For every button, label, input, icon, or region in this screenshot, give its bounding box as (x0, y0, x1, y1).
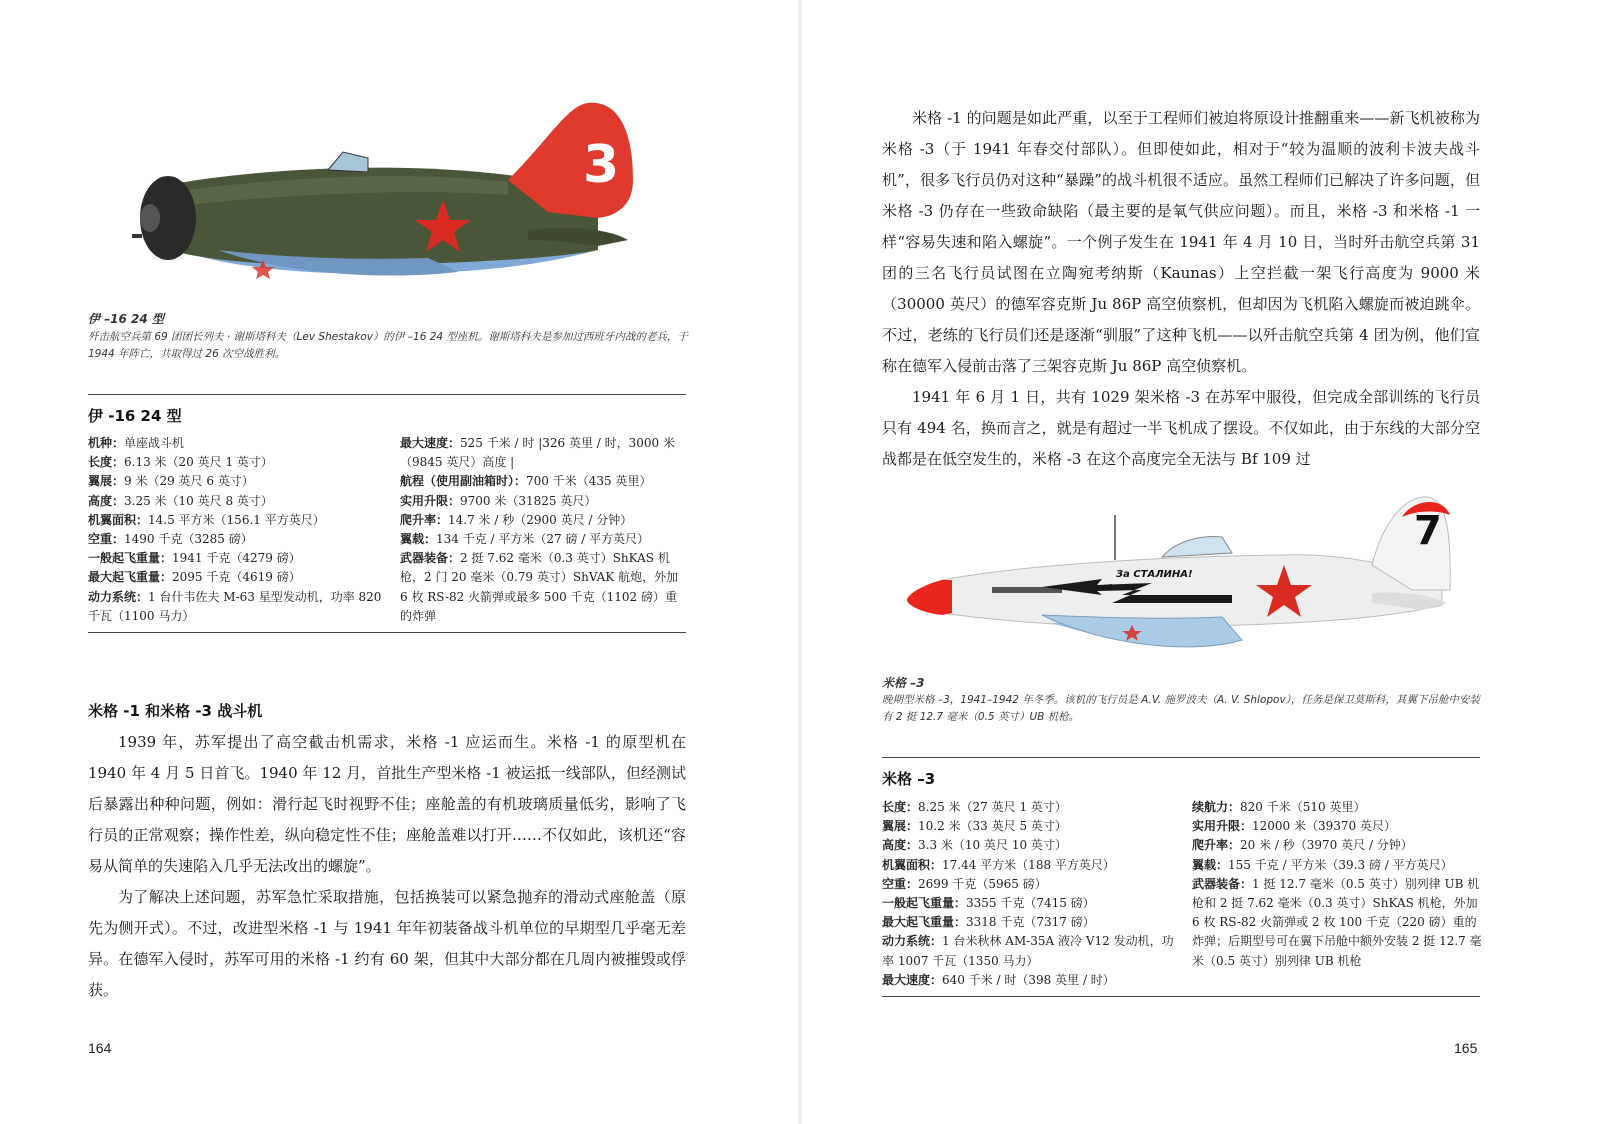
spec-bottom-rule (882, 996, 1480, 997)
spec-value: 700 千米（435 英里） (526, 474, 652, 489)
spec-row (400, 472, 688, 491)
spec-row (400, 434, 688, 472)
spec-label: 最大速度： (882, 972, 943, 987)
spec-label: 翼展： (88, 474, 125, 489)
paragraph: 1941 年 6 月 1 日，共有 1029 架米格 -3 在苏军中服役，但完成全部训练的飞行员只有 494 名，换而言之，就是有超过一半飞机成了摆设。不仅如此，由于东线的大部分空战都是在低空发生的，米格 -3 在这个高度完全无法与 Bf 109 过 (882, 388, 1480, 468)
spec-value: 单座战斗机 (124, 436, 185, 450)
spec-label: 机翼面积： (882, 857, 943, 872)
spec-row (88, 472, 388, 491)
spec-value: 3318 千克（7317 磅） (966, 915, 1095, 930)
spec-value: 1 挺 12.7 毫米（0.5 英寸）别列律 UB 机枪和 2 挺 7.62 毫米（0.3 英寸）ShKAS 机枪，外加 6 枚 RS-82 火箭弹或 2 枚 100 千克（220 磅）重的炸弹；后期型号可在翼下吊舱中额外安装 2 挺 12.7 毫米（0.5 英寸）别列律 UB 机枪 (1192, 876, 1482, 968)
i16-specs-right (400, 434, 688, 626)
spec-label: 机种： (88, 436, 125, 450)
spec-row (88, 530, 388, 549)
spec-label: 最大起飞重量： (88, 570, 173, 585)
mig3-specs-left (882, 798, 1178, 990)
spec-label: 续航力： (1192, 800, 1241, 814)
spec-value: 1 台米秋林 AM-35A 液冷 V12 发动机，功率 1007 千瓦（1350 马力） (882, 934, 1174, 968)
spec-row (88, 434, 388, 453)
spec-row (882, 817, 1178, 836)
spec-row (88, 568, 388, 587)
spec-row (1192, 836, 1482, 855)
spec-value: 3.25 米（10 英尺 8 英寸） (124, 493, 273, 508)
i16-spec-title: 伊 -16 24 型 (88, 407, 182, 425)
left-body-text (88, 727, 686, 1006)
spec-row (882, 875, 1178, 894)
mig3-fuselage-slogan: За СТАЛИНА! (1116, 569, 1193, 580)
spec-label: 动力系统： (88, 589, 149, 604)
spec-value: 525 千米 / 时 |326 英里 / 时，3000 米（9845 英尺）高度 | (400, 436, 676, 470)
spec-row (88, 492, 388, 511)
paragraph: 1939 年，苏军提出了高空截击机需求，米格 -1 应运而生。米格 -1 的原型机在 1940 年 4 月 5 日首飞。1940 年 12 月，首批生产型米格 -1 被运抵一线部队，但经测试后暴露出种种问题，例如：滑行起飞时视野不佳；座舱盖的有机玻璃质量低劣，影响了飞行员的正常观察；操作性差，纵向稳定性不佳；座舱盖难以打开……不仅如此，该机还“容易从简单的失速陷入几乎无法改出的螺旋”。 (88, 733, 686, 875)
spec-value: 3355 千克（7415 磅） (966, 896, 1095, 911)
spec-row (400, 492, 688, 511)
spec-value: 134 千克 / 平方米（27 磅 / 平方英尺） (436, 532, 650, 547)
i16-caption-title: 伊 –16 24 型 (88, 312, 164, 326)
spec-value: 155 千克 / 平方米（39.3 磅 / 平方英尺） (1228, 857, 1453, 872)
mig3-tail-number: 7 (1414, 508, 1442, 554)
right-body-text (882, 103, 1480, 475)
spec-row (882, 971, 1178, 990)
spec-value: 1 台什韦佐夫 M-63 星型发动机，功率 820 千瓦（1100 马力） (88, 589, 382, 623)
spec-value: 2 挺 7.62 毫米（0.3 英寸）ShKAS 机枪，2 门 20 毫米（0.79 英寸）ShVAK 航炮，外加 6 枚 RS-82 火箭弹或最多 500 千克（1102 磅）重的炸弹 (400, 551, 679, 623)
spec-value: 14.5 平方米（156.1 平方英尺） (148, 512, 325, 527)
spec-row (88, 511, 388, 530)
spec-row (88, 588, 388, 626)
spec-value: 2095 千克（4619 磅） (172, 570, 301, 585)
spec-label: 长度： (882, 800, 919, 814)
paragraph: 米格 -1 的问题是如此严重，以至于工程师们被迫将原设计推翻重来——新飞机被称为米格 -3（于 1941 年春交付部队）。但即使如此，相对于“较为温顺的波利卡波夫战斗机”，很多飞行员仍对这种“暴躁”的战斗机很不适应。虽然工程师们已解决了许多问题，但米格 -3 仍存在一些致命缺陷（最主要的是氧气供应问题）。而且，米格 -3 和米格 -1 一样“容易失速和陷入螺旋”。一个例子发生在 1941 年 4 月 10 日，当时歼击航空兵第 31 团的三名飞行员试图在立陶宛考纳斯（Kaunas）上空拦截一架飞行高度为 9000 米（30000 英尺）的德军容克斯 Ju 86P 高空侦察机，但却因为飞机陷入螺旋而被迫跳伞。不过，老练的飞行员们还是逐渐“驯服”了这种飞机——以歼击航空兵第 4 团为例，他们宣称在德军入侵前击落了三架容克斯 Ju 86P 高空侦察机。 (882, 109, 1480, 375)
spec-value: 9700 米（31825 英尺） (460, 493, 597, 508)
spec-label: 一般起飞重量： (88, 551, 173, 566)
spec-value: 1490 千克（3285 磅） (124, 532, 253, 547)
spec-top-rule (882, 757, 1480, 758)
spec-row (882, 932, 1178, 970)
spec-value: 820 千米（510 英里） (1240, 800, 1366, 814)
spec-label: 高度： (88, 493, 125, 508)
spec-label: 空重： (88, 532, 125, 547)
spec-label: 航程（使用副油箱时）： (400, 474, 527, 489)
right-page (800, 0, 1600, 1124)
spec-row (1192, 798, 1482, 817)
spec-label: 翼展： (882, 819, 919, 834)
spec-label: 机翼面积： (88, 512, 149, 527)
spec-value: 1941 千克（4279 磅） (172, 551, 301, 566)
spec-label: 翼载： (1192, 857, 1229, 872)
spec-row (882, 856, 1178, 875)
spec-value: 3.3 米（10 英尺 10 英寸） (918, 838, 1067, 853)
page-number: 165 (1454, 1040, 1478, 1056)
spec-value: 6.13 米（20 英尺 1 英寸） (124, 455, 273, 470)
spec-row (882, 798, 1178, 817)
spec-value: 20 米 / 秒（3970 英尺 / 分钟） (1240, 838, 1413, 853)
mig3-aircraft-illustration (902, 495, 1462, 670)
spec-value: 2699 千克（5965 磅） (918, 876, 1047, 891)
spec-row (400, 549, 688, 626)
spec-value: 640 千米 / 时（398 英里 / 时） (942, 972, 1115, 987)
spec-value: 9 米（29 英尺 6 英寸） (124, 474, 254, 489)
spec-value: 17.44 平方米（188 平方英尺） (942, 857, 1115, 872)
spec-row (400, 511, 688, 530)
spec-value: 14.7 米 / 秒（2900 英尺 / 分钟） (448, 512, 633, 527)
spec-row (88, 549, 388, 568)
spec-bottom-rule (88, 632, 686, 633)
spec-label: 武器装备： (400, 551, 461, 566)
spec-value: 12000 米（39370 英尺） (1252, 819, 1396, 834)
spec-value: 10.2 米（33 英尺 5 英寸） (918, 819, 1067, 834)
spec-row (882, 894, 1178, 913)
spec-label: 武器装备： (1192, 876, 1253, 891)
i16-caption-text: 歼击航空兵第 69 团团长列夫 · 谢斯塔科夫（Lev Shestakov）的伊 –16 24 型座机。谢斯塔科夫是参加过西班牙内战的老兵，于 1944 年阵亡，共取得过 26 次空战胜利。 (88, 331, 688, 360)
spec-row (1192, 875, 1482, 971)
spec-row (882, 836, 1178, 855)
page-number: 164 (88, 1040, 112, 1056)
mig3-specs-right (1192, 798, 1482, 971)
spec-label: 动力系统： (882, 934, 943, 949)
spec-label: 空重： (882, 876, 919, 891)
spec-row (1192, 856, 1482, 875)
spec-label: 爬升率： (400, 512, 449, 527)
mig3-caption-title: 米格 –3 (882, 676, 925, 690)
spec-label: 最大速度： (400, 436, 461, 450)
spec-label: 最大起飞重量： (882, 915, 967, 930)
spec-label: 实用升限： (400, 493, 461, 508)
mig3-caption-text: 晚期型米格 –3，1941–1942 年冬季。该机的飞行员是 A.V. 施罗波夫（A. V. Shlopov），任务是保卫莫斯科，其翼下吊舱中安装有 2 挺 12.7 毫米（0.5 英寸）UB 机枪。 (882, 694, 1480, 723)
spec-label: 翼载： (400, 532, 437, 547)
spec-label: 长度： (88, 455, 125, 470)
spec-value: 8.25 米（27 英尺 1 英寸） (918, 800, 1067, 814)
spec-row (400, 530, 688, 549)
spec-label: 高度： (882, 838, 919, 853)
i16-aircraft-illustration (128, 100, 648, 300)
i16-tail-number: 3 (583, 135, 620, 195)
spec-row (882, 913, 1178, 932)
mig3-spec-title: 米格 –3 (882, 770, 936, 788)
spec-label: 爬升率： (1192, 838, 1241, 853)
i16-specs-left (88, 434, 388, 626)
spec-top-rule (88, 394, 686, 395)
spec-label: 实用升限： (1192, 819, 1253, 834)
section-title: 米格 -1 和米格 -3 战斗机 (88, 702, 263, 720)
paragraph: 为了解决上述问题，苏军急忙采取措施，包括换装可以紧急抛弃的滑动式座舱盖（原先为侧开式）。不过，改进型米格 -1 与 1941 年年初装备战斗机单位的早期型几乎毫无差异。在德军入侵时，苏军可用的米格 -1 约有 60 架，但其中大部分都在几周内被摧毁或俘获。 (88, 888, 686, 999)
spec-row (88, 453, 388, 472)
spec-row (1192, 817, 1482, 836)
spec-label: 一般起飞重量： (882, 896, 967, 911)
